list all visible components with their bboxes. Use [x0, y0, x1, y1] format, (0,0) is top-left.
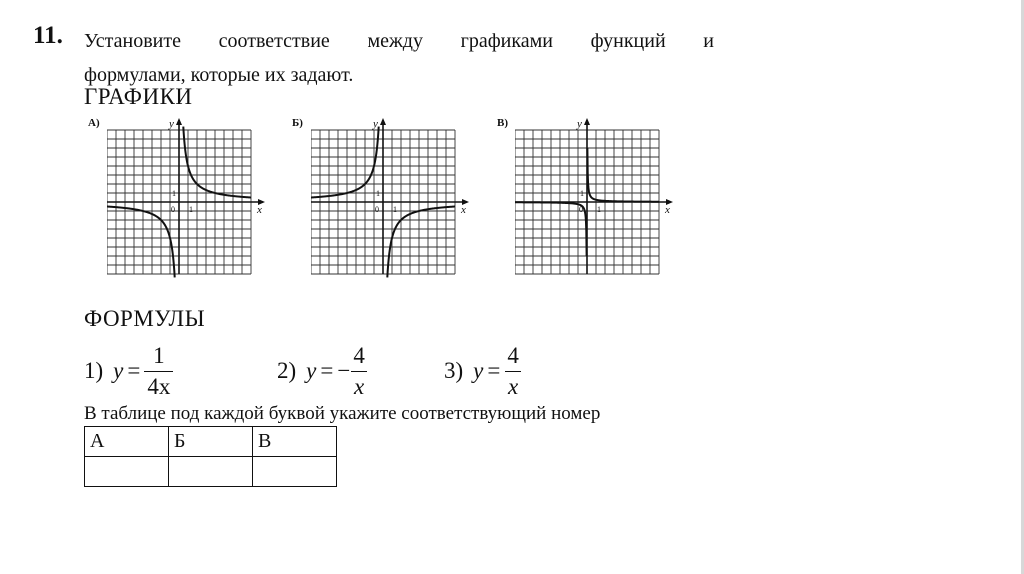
answer-header-v: В: [253, 427, 337, 457]
graph-b: [311, 118, 483, 290]
task-text-line-2: формулами, которые их задают.: [84, 64, 354, 86]
answer-header-b: Б: [169, 427, 253, 457]
origin-label: 0: [375, 205, 379, 214]
y-unit-label: 1: [376, 189, 380, 198]
x-axis-label: x: [461, 204, 466, 216]
formula-2-sign: −: [337, 358, 351, 383]
answer-table-header-row: [85, 427, 337, 457]
answer-cell-v[interactable]: [253, 457, 337, 487]
task-text-line-1: Установите соответствие между графиками функций и: [84, 30, 714, 52]
x-axis-label: x: [257, 204, 262, 216]
hyperbola-branch-left: [107, 207, 175, 278]
graph-b-label: Б): [292, 117, 303, 129]
task-text: [84, 24, 714, 92]
x-unit-label: 1: [597, 205, 601, 214]
y-axis-arrow: [584, 118, 590, 125]
graph-v-label: В): [497, 117, 508, 129]
y-axis-arrow: [380, 118, 386, 125]
formula-2-fraction: [350, 343, 368, 400]
formula-2: [277, 340, 368, 402]
formula-2-numerator: 4: [353, 342, 365, 368]
y-axis-label: y: [577, 118, 582, 130]
formula-1-numerator: 1: [153, 342, 165, 368]
formula-1-number: 1): [84, 358, 104, 383]
x-unit-label: 1: [189, 205, 193, 214]
formula-3-numerator: 4: [507, 342, 519, 368]
formula-3-number: 3): [444, 358, 464, 383]
graph-a-label: А): [88, 117, 100, 129]
formula-3-var: y: [473, 358, 484, 383]
formula-1-fraction: [144, 343, 173, 400]
formula-1-eq: =: [127, 358, 141, 383]
formula-3-denominator: x: [505, 371, 521, 400]
answer-cell-a[interactable]: [85, 457, 169, 487]
formula-3-eq: =: [487, 358, 501, 383]
y-unit-label: 1: [172, 189, 176, 198]
answer-header-a: А: [85, 427, 169, 457]
y-axis-arrow: [176, 118, 182, 125]
hyperbola-branch-right: [183, 127, 251, 198]
graph-v: [515, 118, 687, 290]
formula-1: [84, 340, 173, 402]
hyperbola-branch-right: [387, 207, 455, 278]
x-unit-label: 1: [393, 205, 397, 214]
formula-1-denominator: 4x: [144, 371, 173, 400]
y-unit-label: 1: [580, 189, 584, 198]
formula-1-var: y: [113, 358, 124, 383]
answer-table: [84, 426, 337, 487]
formula-3: [444, 340, 522, 402]
graphs-heading: ГРАФИКИ: [84, 84, 193, 109]
y-axis-label: y: [169, 118, 174, 130]
instruction-text: В таблице под каждой буквой укажите соответствующий номер: [84, 403, 601, 424]
hyperbola-branch-left: [311, 127, 379, 198]
y-axis-label: y: [373, 118, 378, 130]
task-number: 11.: [33, 22, 63, 49]
formula-2-number: 2): [277, 358, 297, 383]
origin-label: 0: [171, 205, 175, 214]
formula-2-var: y: [306, 358, 317, 383]
x-axis-label: x: [665, 204, 670, 216]
formula-2-denominator: x: [351, 371, 367, 400]
answer-table-input-row: [85, 457, 337, 487]
formula-3-fraction: [504, 343, 522, 400]
origin-label: 0: [579, 205, 583, 214]
answer-cell-b[interactable]: [169, 457, 253, 487]
formula-2-eq: =: [320, 358, 334, 383]
formulas-heading: ФОРМУЛЫ: [84, 306, 206, 331]
graph-a: [107, 118, 279, 290]
